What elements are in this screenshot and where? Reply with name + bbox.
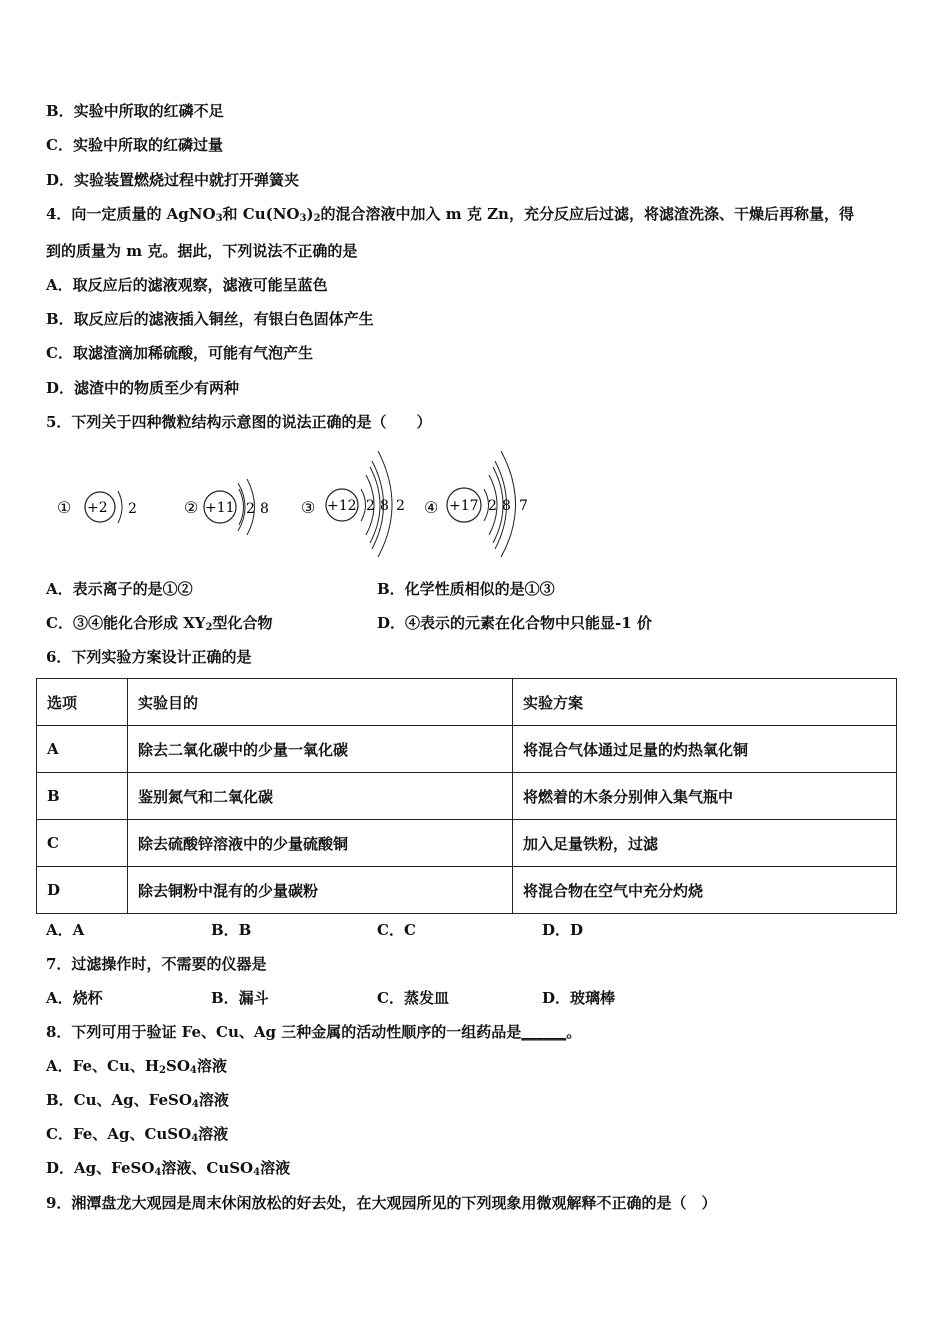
table-cell: 加入足量铁粉，过滤 [513, 820, 897, 867]
q5-option-c: C．③④能化合形成 $XY_2$型化合物 [46, 614, 273, 633]
table-row [37, 773, 897, 820]
q3-option-c: C．实验中所取的红磷过量 [46, 136, 223, 154]
q3-option-d: D．实验装置燃烧过程中就打开弹簧夹 [46, 171, 300, 189]
q8-option-c: C．Fe、Ag、CuSO$_4$溶液 [46, 1125, 229, 1144]
atom-3-shell-3-count: 2 [396, 498, 405, 514]
atom-4-shell-3-count: 7 [519, 498, 528, 514]
table-cell: D [37, 867, 128, 914]
table-cell: 除去硫酸锌溶液中的少量硫酸铜 [128, 820, 513, 867]
atom-3-nucleus-charge: +12 [327, 498, 357, 514]
atom-2-nucleus-charge: +11 [205, 500, 235, 516]
q8-option-a: A．Fe、Cu、$H_2SO_4$溶液 [46, 1057, 227, 1076]
q4-stem: 4．向一定质量的 AgNO$_3$和 $Cu(NO_3)_2$的混合溶液中加入 m 克 Zn，充分反应后过滤，将滤渣洗涤、干燥后再称量，得 [46, 205, 854, 224]
table-cell: 将混合气体通过足量的灼热氧化铜 [513, 726, 897, 773]
q5-option-d: D．④表示的元素在化合物中只能显-1 价 [377, 614, 652, 632]
table-cell: 除去铜粉中混有的少量碳粉 [128, 867, 513, 914]
q9-stem: 9．湘潭盘龙大观园是周末休闲放松的好去处，在大观园所见的下列现象用微观解释不正确的是（ ） [46, 1194, 717, 1212]
q7-option-d: D．玻璃棒 [542, 989, 616, 1007]
q4-option-b: B．取反应后的滤液插入铜丝，有银白色固体产生 [46, 310, 374, 328]
q4-option-a: A．取反应后的滤液观察，滤液可能呈蓝色 [46, 276, 328, 294]
atom-2-label: ② [184, 498, 199, 517]
answer-blank: ______ [521, 1023, 567, 1041]
atom-1-label: ① [57, 498, 72, 517]
atom-1-shell-1 [118, 491, 122, 523]
table-cell: 将混合物在空气中充分灼烧 [513, 867, 897, 914]
table-cell: A [37, 726, 128, 773]
q6-option-c: C．C [377, 921, 416, 939]
atom-4-shell-2-count: 8 [502, 498, 511, 514]
q8-option-d: D．Ag、FeSO$_4$溶液、CuSO$_4$溶液 [46, 1159, 291, 1178]
table-cell: 将燃着的木条分别伸入集气瓶中 [513, 773, 897, 820]
atom-3-label: ③ [301, 498, 316, 517]
atom-3-shell-2-count: 8 [380, 498, 389, 514]
table-header-cell: 实验目的 [128, 679, 513, 726]
q5-option-b: B．化学性质相似的是①③ [377, 580, 555, 598]
atom-1-nucleus-charge: +2 [87, 500, 108, 516]
q7-option-a: A．烧杯 [46, 989, 103, 1007]
q6-table [36, 678, 897, 914]
table-header-row [37, 679, 897, 726]
q6-option-b: B．B [211, 921, 252, 939]
table-row [37, 867, 897, 914]
table-row [37, 820, 897, 867]
q6-option-a: A．A [46, 921, 85, 939]
atom-4-nucleus-charge: +17 [449, 498, 479, 514]
table-header-cell: 实验方案 [513, 679, 897, 726]
q7-option-b: B．漏斗 [211, 989, 269, 1007]
atom-3-shell-1 [361, 489, 366, 521]
atom-4-label: ④ [424, 498, 439, 517]
atom-4-shell-1-count: 2 [488, 498, 497, 514]
atom-structure-diagrams [50, 445, 550, 560]
q4-option-c: C．取滤渣滴加稀硫酸，可能有气泡产生 [46, 344, 313, 362]
table-cell: 除去二氧化碳中的少量一氧化碳 [128, 726, 513, 773]
q7-stem: 7．过滤操作时，不需要的仪器是 [46, 955, 267, 973]
table-row [37, 726, 897, 773]
q8-stem: 8．下列可用于验证 Fe、Cu、Ag 三种金属的活动性顺序的一组药品是______。 [46, 1023, 582, 1041]
q5-option-a: A．表示离子的是①② [46, 580, 193, 598]
atom-2-shell-2-count: 8 [260, 501, 269, 517]
q4-stem-continued: 到的质量为 m 克。据此，下列说法不正确的是 [46, 242, 358, 260]
q6-option-d: D．D [542, 921, 584, 939]
q7-option-c: C．蒸发皿 [377, 989, 449, 1007]
q3-option-b: B．实验中所取的红磷不足 [46, 102, 224, 120]
atom-3-shell-1-count: 2 [366, 498, 375, 514]
table-header-cell: 选项 [37, 679, 128, 726]
q4-option-d: D．滤渣中的物质至少有两种 [46, 379, 240, 397]
q5-stem: 5．下列关于四种微粒结构示意图的说法正确的是（ ） [46, 413, 432, 431]
q6-stem: 6．下列实验方案设计正确的是 [46, 648, 252, 666]
atom-1-shell-1-count: 2 [128, 501, 137, 517]
table-cell: 鉴别氮气和二氧化碳 [128, 773, 513, 820]
table-cell: B [37, 773, 128, 820]
atom-2-shell-1-count: 2 [246, 501, 255, 517]
table-cell: C [37, 820, 128, 867]
q8-option-b: B．Cu、Ag、FeSO$_4$溶液 [46, 1091, 229, 1110]
